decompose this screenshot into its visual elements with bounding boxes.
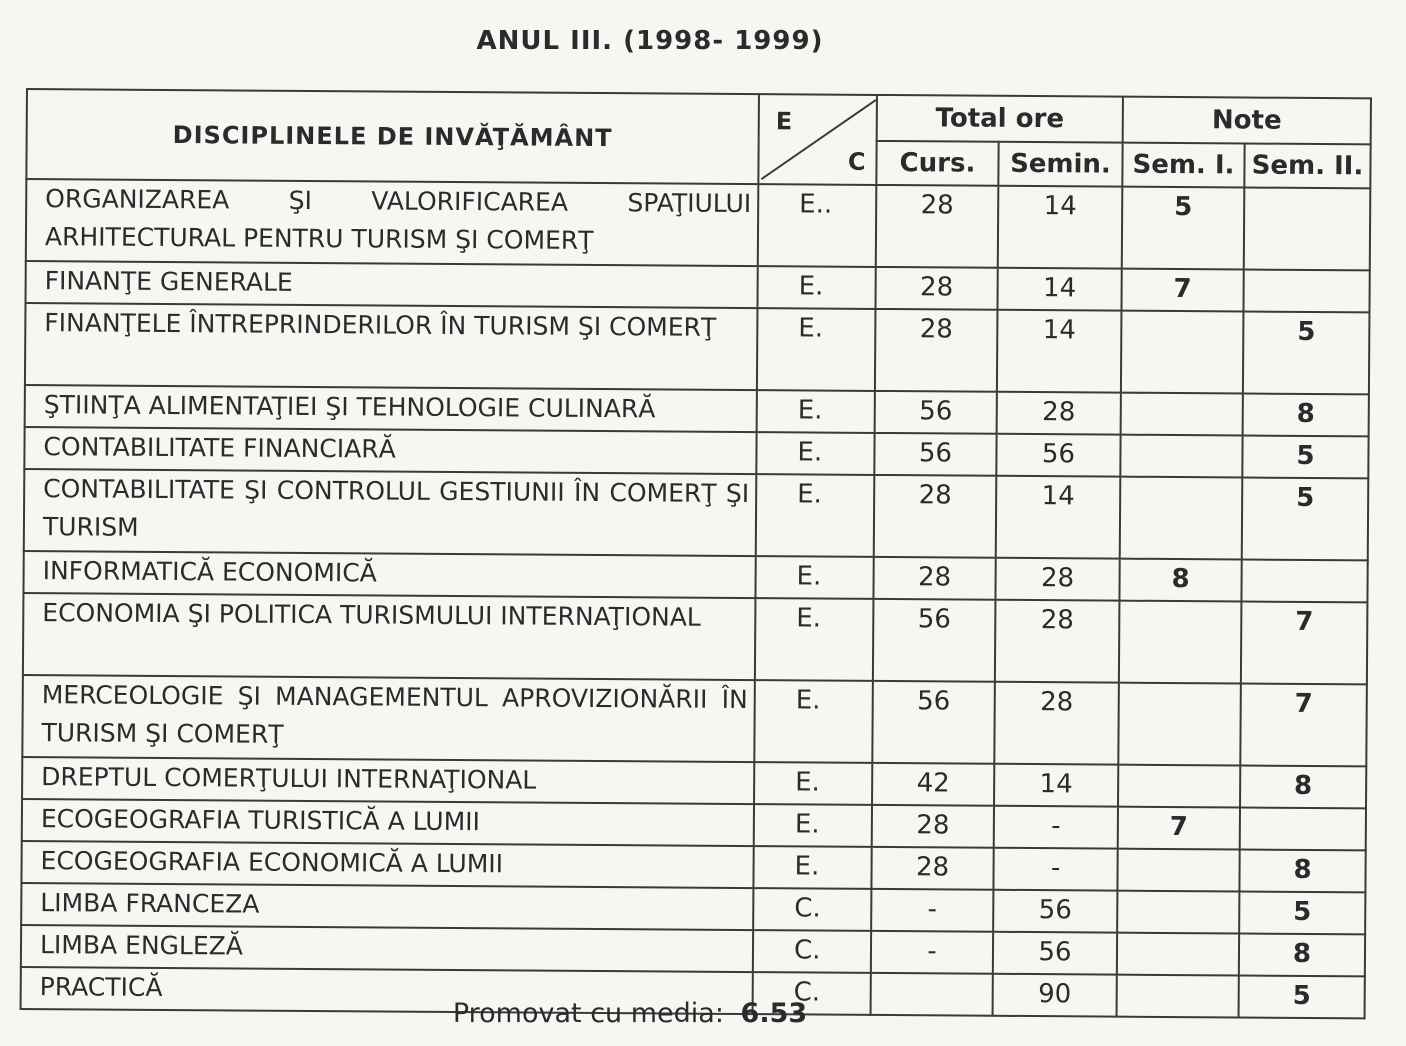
- exam-type: E.: [754, 762, 872, 805]
- hours-semin: 14: [997, 268, 1121, 311]
- grade-sem2: 7: [1241, 601, 1368, 684]
- hours-curs: 28: [876, 185, 999, 268]
- hours-curs: 56: [874, 433, 996, 476]
- table-row: [22, 675, 1367, 766]
- average-label: Promovat cu media:: [452, 998, 724, 1029]
- exam-type: E.: [757, 308, 876, 391]
- table-row: [24, 469, 1369, 560]
- discipline-name: ECONOMIA ŞI POLITICA TURISMULUI INTERNAŢIONAL: [23, 593, 756, 680]
- hours-semin: 28: [995, 558, 1119, 601]
- exam-type: E.: [753, 846, 871, 889]
- page-title: ANUL III. (1998- 1999): [476, 26, 824, 56]
- grade-sem2: [1241, 559, 1367, 602]
- discipline-name: DREPTUL COMERŢULUI INTERNAŢIONAL: [22, 757, 754, 804]
- exam-type: E..: [758, 184, 877, 267]
- hours-semin: 56: [993, 890, 1117, 933]
- average-value: 6.53: [740, 998, 808, 1029]
- discipline-name: CONTABILITATE ŞI CONTROLUL GESTIUNII ÎN COMERŢ ŞI TURISM: [24, 469, 757, 556]
- hours-semin: 90: [993, 974, 1117, 1017]
- exam-type: E.: [755, 598, 874, 681]
- hours-semin: 14: [994, 764, 1118, 807]
- exam-type: E.: [754, 680, 873, 763]
- grade-sem1: [1117, 891, 1239, 934]
- grade-sem1: [1118, 683, 1241, 766]
- grade-sem1: [1120, 435, 1242, 478]
- discipline-name: ORGANIZAREA ŞI VALORIFICAREA SPAŢIULUI ARHITECTURAL PENTRU TURISM ŞI COMERŢ: [26, 179, 759, 266]
- hours-curs: -: [871, 931, 993, 974]
- grade-sem1: 7: [1121, 269, 1243, 312]
- exam-type: E.: [756, 474, 875, 557]
- hours-curs: 28: [871, 847, 993, 890]
- hours-semin: 56: [993, 932, 1117, 975]
- grade-sem2: 8: [1243, 394, 1369, 437]
- grade-sem1: 8: [1119, 559, 1241, 602]
- grade-sem2: 5: [1242, 478, 1369, 561]
- hours-semin: 14: [998, 186, 1123, 269]
- header-row-1: [27, 89, 1371, 144]
- hours-semin: -: [993, 848, 1117, 891]
- grade-sem2: 5: [1242, 436, 1368, 479]
- exam-type: E.: [754, 804, 872, 847]
- header-curs: Curs.: [876, 141, 998, 186]
- table-row: [26, 179, 1371, 270]
- grade-sem2: 7: [1240, 683, 1367, 766]
- header-exam-type: [758, 94, 877, 185]
- hours-curs: 56: [873, 599, 996, 682]
- grade-sem2: [1240, 807, 1366, 850]
- hours-curs: 28: [874, 475, 997, 558]
- hours-semin: 56: [996, 434, 1120, 477]
- discipline-name: FINANŢELE ÎNTREPRINDERILOR ÎN TURISM ŞI COMERŢ: [25, 303, 758, 390]
- grade-sem2: 8: [1240, 765, 1366, 808]
- grades-table: [20, 88, 1372, 1019]
- exam-type: E.: [755, 556, 873, 599]
- table-row: [25, 303, 1370, 394]
- exam-type: C.: [753, 888, 871, 931]
- hours-curs: 28: [873, 557, 995, 600]
- grade-sem2: 5: [1239, 891, 1365, 934]
- grade-sem1: [1120, 477, 1243, 560]
- hours-curs: 42: [872, 763, 994, 806]
- grade-sem1: [1119, 601, 1242, 684]
- hours-semin: 14: [997, 310, 1122, 393]
- discipline-name: PRACTICĂ: [21, 967, 753, 1014]
- exam-type: E.: [757, 266, 875, 309]
- discipline-name: ECOGEOGRAFIA ECONOMICĂ A LUMII: [21, 841, 753, 888]
- grade-sem2: [1244, 188, 1371, 271]
- exam-type: E.: [756, 432, 874, 475]
- grade-sem2: 8: [1239, 849, 1365, 892]
- header-total-ore: Total ore: [877, 95, 1123, 143]
- hours-semin: -: [994, 806, 1118, 849]
- grade-sem1: [1121, 393, 1243, 436]
- grade-sem1: [1117, 849, 1239, 892]
- grade-sem1: 5: [1122, 187, 1245, 270]
- header-e: E: [775, 107, 793, 136]
- header-c: C: [847, 147, 866, 176]
- hours-curs: 28: [875, 267, 997, 310]
- discipline-name: ECOGEOGRAFIA TURISTICĂ A LUMII: [22, 799, 754, 846]
- discipline-name: CONTABILITATE FINANCIARĂ: [24, 427, 756, 474]
- hours-curs: 28: [875, 309, 998, 392]
- grade-sem1: [1118, 765, 1240, 808]
- discipline-name: LIMBA FRANCEZA: [21, 883, 753, 930]
- discipline-name: ŞTIINŢA ALIMENTAŢIEI ŞI TEHNOLOGIE CULINARĂ: [25, 385, 757, 432]
- header-semin: Semin.: [998, 142, 1122, 187]
- header-note: Note: [1123, 97, 1371, 145]
- hours-curs: 56: [872, 681, 995, 764]
- discipline-name: FINANŢE GENERALE: [25, 261, 757, 308]
- header-discipline: DISCIPLINELE DE INVĂŢĂMÂNT: [26, 89, 759, 184]
- discipline-name: LIMBA ENGLEZĂ: [21, 925, 753, 972]
- header-sem1: Sem. I.: [1122, 143, 1244, 188]
- grade-sem2: 5: [1239, 975, 1365, 1018]
- grade-sem2: 5: [1243, 312, 1370, 395]
- hours-semin: 28: [994, 682, 1119, 765]
- exam-type: E.: [757, 390, 875, 433]
- table-row: [23, 593, 1368, 684]
- discipline-name: INFORMATICĂ ECONOMICĂ: [23, 551, 755, 598]
- grade-sem1: [1117, 933, 1239, 976]
- hours-semin: 28: [995, 600, 1120, 683]
- exam-type: C.: [753, 930, 871, 973]
- hours-curs: 56: [875, 391, 997, 434]
- hours-semin: 28: [997, 392, 1121, 435]
- hours-curs: -: [871, 889, 993, 932]
- grade-sem2: 8: [1239, 933, 1365, 976]
- header-sem2: Sem. II.: [1244, 144, 1370, 189]
- grade-sem1: [1121, 311, 1244, 394]
- grade-sem2: [1243, 270, 1369, 313]
- exam-type: C.: [753, 972, 871, 1015]
- hours-curs: 28: [872, 805, 994, 848]
- discipline-name: MERCEOLOGIE ŞI MANAGEMENTUL APROVIZIONĂRII ÎN TURISM ŞI COMERŢ: [22, 675, 755, 762]
- grade-sem1: 7: [1118, 807, 1240, 850]
- hours-semin: 14: [996, 476, 1121, 559]
- average-footer: [0, 998, 1260, 1029]
